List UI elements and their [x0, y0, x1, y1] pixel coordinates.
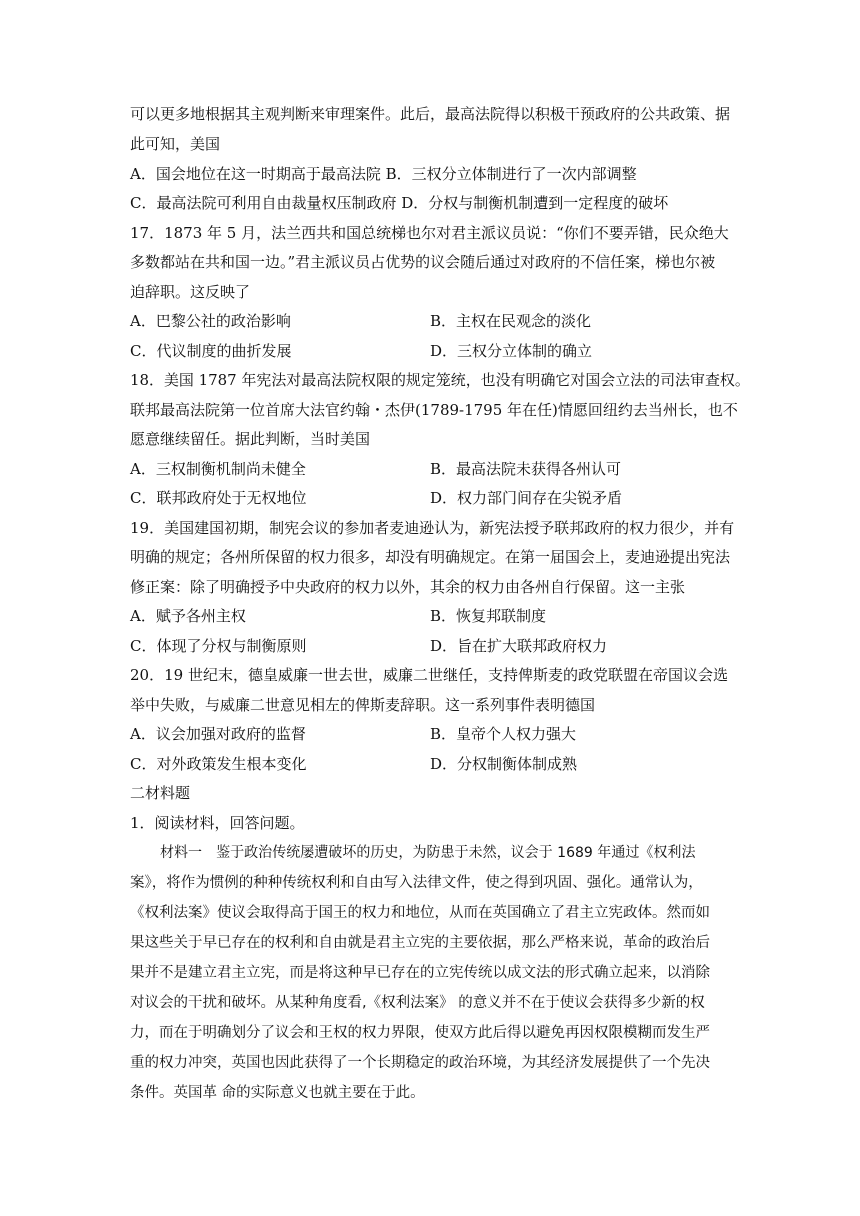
q19-stem-line: 明确的规定；各州所保留的权力很多，却没有明确规定。在第一届国会上，麦迪逊提出宪法: [130, 548, 731, 566]
q19-stem-line: 19．美国建国初期，制宪会议的参加者麦迪逊认为，新宪法授予联邦政府的权力很少，并有: [130, 519, 735, 537]
q20-option-a: A．议会加强对政府的监督: [130, 725, 306, 743]
q19-option-a: A．赋予各州主权: [130, 607, 246, 625]
q20-stem-line: 20．19 世纪末，德皇威廉一世去世，威廉二世继任，支持俾斯麦的政党联盟在帝国议会选: [130, 666, 728, 684]
q18-stem-line: 18．美国 1787 年宪法对最高法院权限的规定笼统，也没有明确它对国会立法的司法审查权。: [130, 371, 750, 389]
q18-option-b: B．最高法院未获得各州认可: [430, 460, 622, 478]
q17-option-b: B．主权在民观念的淡化: [430, 312, 592, 330]
material-line: 果并不是建立君主立宪，而是将这种早已存在的立宪传统以成文法的形式确立起来，以消除: [130, 965, 710, 981]
material-line: 《权利法案》使议会取得高于国王的权力和地位，从而在英国确立了君主立宪政体。然而如: [130, 905, 710, 921]
q17-option-d: D．三权分立体制的确立: [430, 342, 593, 360]
q17-option-c: C．代议制度的曲折发展: [130, 342, 292, 360]
q19-stem-line: 修正案：除了明确授予中央政府的权力以外，其余的权力由各州自行保留。这一主张: [130, 578, 686, 596]
q20-stem-line: 举中失败，与威廉二世意见相左的俾斯麦辞职。这一系列事件表明德国: [130, 696, 596, 714]
q17-stem-line: 17．1873 年 5 月，法兰西共和国总统梯也尔对君主派议员说：“你们不要弄错，民众绝大: [130, 224, 729, 242]
material-line: 条件。英国革 命的实际意义也就主要在于此。: [130, 1085, 425, 1101]
material-line: 案》，将作为惯例的种种传统权利和自由写入法律文件，使之得到巩固、强化。通常认为，: [130, 875, 703, 891]
q18-option-c: C．联邦政府处于无权地位: [130, 489, 307, 507]
q18-option-d: D．权力部门间存在尖锐矛盾: [430, 489, 623, 507]
q19-option-d: D．旨在扩大联邦政府权力: [430, 637, 608, 655]
q20-option-c: C．对外政策发生根本变化: [130, 755, 307, 773]
q18-stem-line: 联邦最高法院第一位首席大法官约翰・杰伊(1789-1795 年在任)情愿回纽约去当州长，也不: [130, 401, 738, 419]
q18-stem-line: 愿意继续留任。据此判断，当时美国: [130, 430, 371, 448]
material-line: 力，而在于明确划分了议会和王权的权力界限，使双方此后得以避免再因权限模糊而发生严: [130, 1025, 710, 1041]
q16-text-line: 此可知，美国: [130, 135, 221, 153]
q17-stem-line: 迫辞职。这反映了: [130, 283, 251, 301]
q18-option-a: A．三权制衡机制尚未健全: [130, 460, 306, 478]
q17-stem-line: 多数都站在共和国一边。”君主派议员占优势的议会随后通过对政府的不信任案，梯也尔被: [130, 253, 716, 271]
material-line: 重的权力冲突，英国也因此获得了一个长期稳定的政治环境，为其经济发展提供了一个先决: [130, 1055, 710, 1071]
q20-option-b: B．皇帝个人权力强大: [430, 725, 577, 743]
material-line: 果这些关于早已存在的权利和自由就是君主立宪的主要依据，那么严格来说，革命的政治后: [130, 935, 710, 951]
q20-option-d: D．分权制衡体制成熟: [430, 755, 578, 773]
q19-option-c: C．体现了分权与制衡原则: [130, 637, 307, 655]
q17-option-a: A．巴黎公社的政治影响: [130, 312, 291, 330]
material-line: 对议会的干扰和破坏。从某种角度看,《权利法案》 的意义并不在于使议会获得多少新的权: [130, 995, 705, 1011]
material-line: 材料一 鉴于政治传统屡遭破坏的历史，为防患于未然，议会于 1689 年通过《权利法: [160, 845, 696, 861]
material-question-prompt: 1．阅读材料，回答问题。: [130, 814, 305, 832]
q19-option-b: B．恢复邦联制度: [430, 607, 547, 625]
section-heading: 二材料题: [130, 784, 191, 802]
q16-options-line: C．最高法院可利用自由裁量权压制政府 D．分权与制衡机制遭到一定程度的破坏: [130, 194, 669, 212]
q16-text-line: 可以更多地根据其主观判断来审理案件。此后，最高法院得以积极干预政府的公共政策、据: [130, 105, 731, 123]
q16-options-line: A．国会地位在这一时期高于最高法院 B．三权分立体制进行了一次内部调整: [130, 165, 637, 183]
